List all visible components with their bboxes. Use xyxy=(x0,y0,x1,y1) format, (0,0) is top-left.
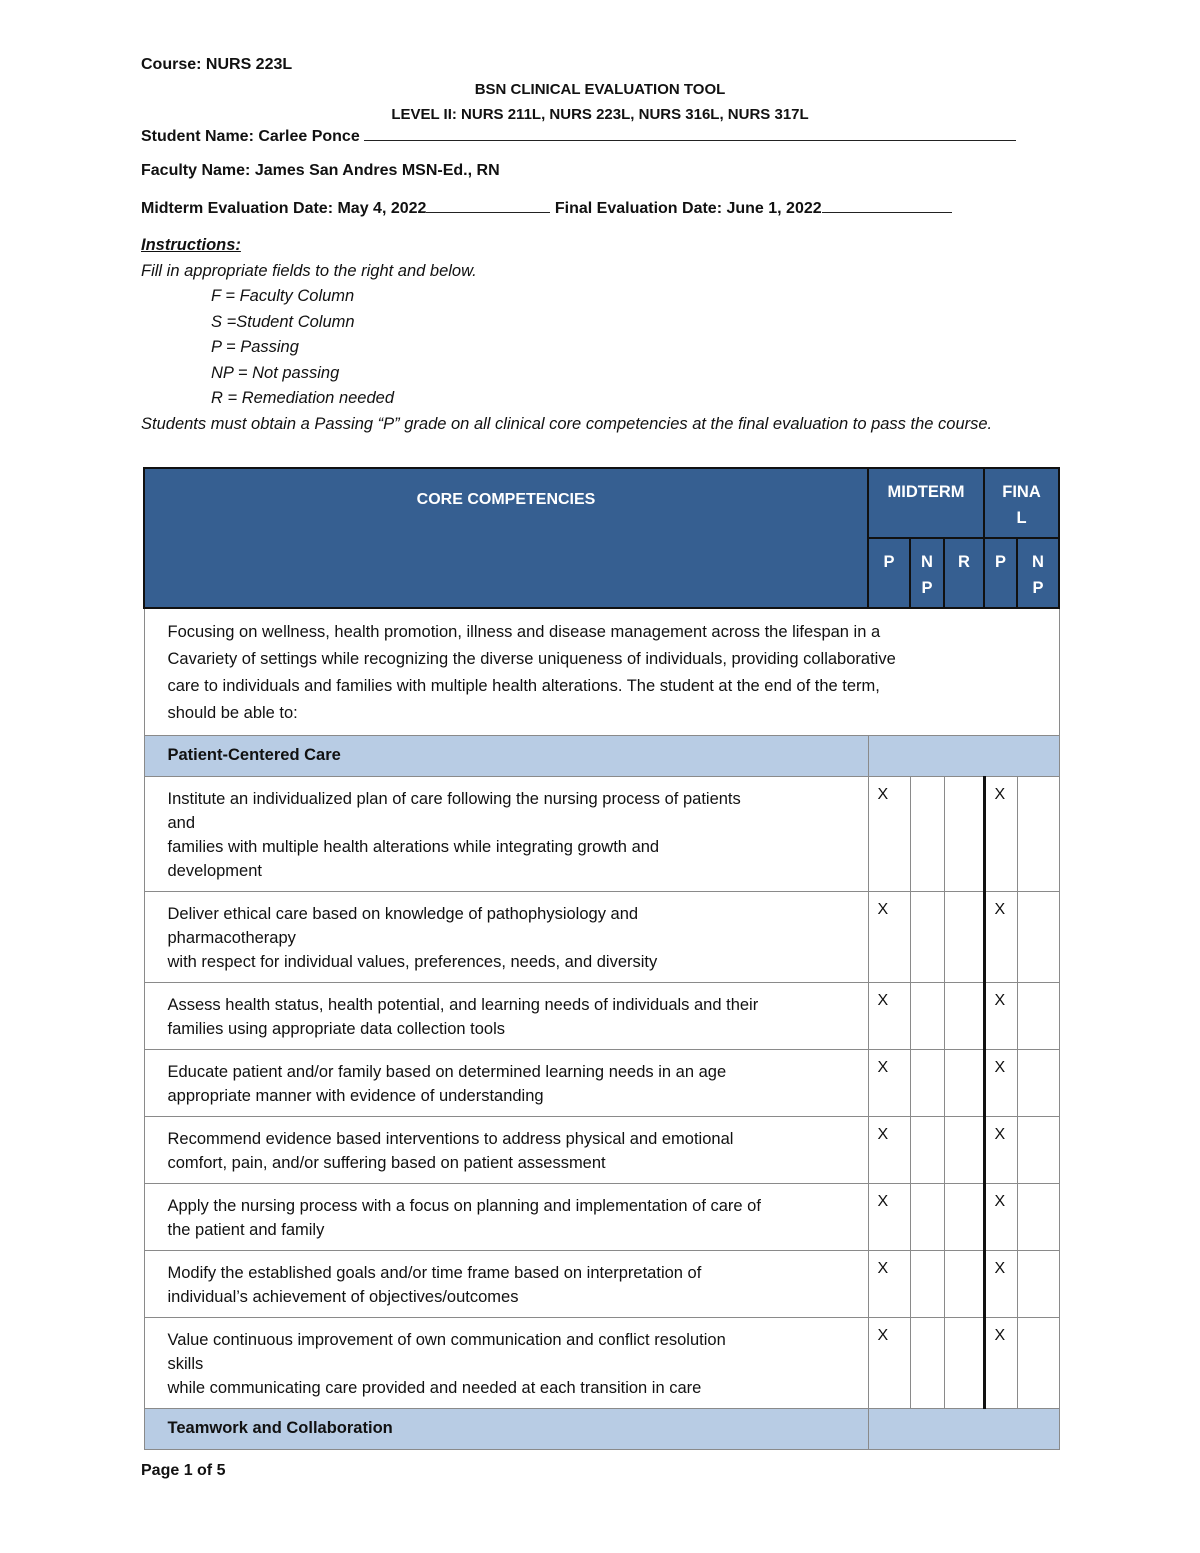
final-pass-cell: X xyxy=(984,983,1017,1050)
final-pass-cell: X xyxy=(984,777,1017,892)
final-not-pass-header: N P xyxy=(1017,538,1059,608)
page-number: Page 1 of 5 xyxy=(141,1462,226,1479)
midterm-not-pass-cell xyxy=(910,892,944,983)
midterm-not-pass-cell xyxy=(910,1117,944,1184)
midterm-pass-cell: X xyxy=(868,983,910,1050)
legend-not-passing: NP = Not passing xyxy=(211,363,340,382)
midterm-remediation-cell xyxy=(944,983,984,1050)
competency-text: Assess health status, health potential, and learning needs of individuals and their families using appropriate data collection tools xyxy=(144,983,868,1050)
final-not-pass-cell xyxy=(1017,1318,1059,1409)
core-competencies-header: CORE COMPETENCIES xyxy=(144,468,868,608)
table-row xyxy=(144,983,1059,1050)
instructions-heading: Instructions: xyxy=(141,236,241,254)
midterm-not-pass-header: N P xyxy=(910,538,944,608)
competency-text: Apply the nursing process with a focus on planning and implementation of care of the patient and family xyxy=(144,1184,868,1251)
final-not-pass-cell xyxy=(1017,1117,1059,1184)
final-pass-cell: X xyxy=(984,1318,1017,1409)
midterm-pass-cell: X xyxy=(868,892,910,983)
final-not-pass-cell xyxy=(1017,777,1059,892)
final-pass-cell: X xyxy=(984,1251,1017,1318)
faculty-name-field: Faculty Name: James San Andres MSN-Ed., RN xyxy=(141,162,500,179)
final-pass-cell: X xyxy=(984,1117,1017,1184)
legend-remediation: R = Remediation needed xyxy=(211,389,394,407)
section-header-blank xyxy=(868,736,1059,777)
final-date-line xyxy=(822,198,952,213)
midterm-not-pass-cell xyxy=(910,1251,944,1318)
table-row xyxy=(144,1184,1059,1251)
table-row xyxy=(144,1318,1059,1409)
document-title: BSN CLINICAL EVALUATION TOOL xyxy=(474,81,726,98)
section-teamwork-collaboration: Teamwork and Collaboration xyxy=(144,1409,868,1450)
legend-faculty: F = Faculty Column xyxy=(211,287,355,305)
competency-table xyxy=(143,467,1060,1450)
midterm-not-pass-cell xyxy=(910,1318,944,1409)
legend-passing: P = Passing xyxy=(211,338,299,356)
final-header xyxy=(984,468,1059,538)
midterm-remediation-cell xyxy=(944,892,984,983)
final-not-pass-cell xyxy=(1017,1050,1059,1117)
midterm-remediation-cell xyxy=(944,1184,984,1251)
competency-intro: Focusing on wellness, health promotion, illness and disease management across the lifespan in a Cavariety of settings while recognizing the diverse uniqueness of individuals, providing collaborative care to individuals and families with multiple health alterations. The student at the end of the term, should be able to: xyxy=(144,608,1059,736)
student-name-field xyxy=(141,126,1016,146)
instructions-line: Fill in appropriate fields to the right and below. xyxy=(141,261,477,280)
midterm-remediation-cell xyxy=(944,777,984,892)
midterm-remediation-cell xyxy=(944,1117,984,1184)
student-name-line xyxy=(364,126,1016,141)
competency-text: Deliver ethical care based on knowledge of pathophysiology and pharmacotherapy with respect for individual values, preferences, needs, and diversity xyxy=(144,892,868,983)
midterm-not-pass-cell xyxy=(910,1050,944,1117)
midterm-pass-cell: X xyxy=(868,1251,910,1318)
midterm-pass-cell: X xyxy=(868,777,910,892)
competency-text: Institute an individualized plan of care following the nursing process of patients and families with multiple health alterations while integrating growth and development xyxy=(144,777,868,892)
table-row xyxy=(144,1050,1059,1117)
midterm-pass-cell: X xyxy=(868,1184,910,1251)
final-not-pass-cell xyxy=(1017,1251,1059,1318)
midterm-not-pass-cell xyxy=(910,983,944,1050)
passing-note: Students must obtain a Passing “P” grade on all clinical core competencies at the final evaluation to pass the course. xyxy=(141,414,993,433)
midterm-remediation-header: R xyxy=(944,538,984,608)
competency-text: Value continuous improvement of own communication and conflict resolution skills while communicating care provided and needed at each transition in care xyxy=(144,1318,868,1409)
final-pass-cell: X xyxy=(984,892,1017,983)
section-header-blank xyxy=(868,1409,1059,1450)
competency-text: Recommend evidence based interventions to address physical and emotional comfort, pain, and/or suffering based on patient assessment xyxy=(144,1117,868,1184)
midterm-header: MIDTERM xyxy=(868,468,984,538)
final-not-pass-cell xyxy=(1017,1184,1059,1251)
competency-text: Educate patient and/or family based on determined learning needs in an age appropriate manner with evidence of understanding xyxy=(144,1050,868,1117)
section-patient-centered-care: Patient-Centered Care xyxy=(144,736,868,777)
midterm-pass-cell: X xyxy=(868,1318,910,1409)
final-date-label: Final Evaluation Date: June 1, 2022 xyxy=(554,200,822,217)
final-pass-header: P xyxy=(984,538,1017,608)
midterm-not-pass-cell xyxy=(910,777,944,892)
final-not-pass-cell xyxy=(1017,892,1059,983)
midterm-pass-header: P xyxy=(868,538,910,608)
final-pass-cell: X xyxy=(984,1184,1017,1251)
legend-student: S =Student Column xyxy=(211,312,355,331)
midterm-date-label: Midterm Evaluation Date: May 4, 2022 xyxy=(141,200,427,217)
midterm-pass-cell: X xyxy=(868,1117,910,1184)
table-row xyxy=(144,1251,1059,1318)
midterm-remediation-cell xyxy=(944,1251,984,1318)
table-row xyxy=(144,777,1059,892)
instructions-block xyxy=(141,233,1061,437)
table-row xyxy=(144,892,1059,983)
final-not-pass-cell xyxy=(1017,983,1059,1050)
level-subtitle: LEVEL II: NURS 211L, NURS 223L, NURS 316L, NURS 317L xyxy=(391,106,809,123)
student-name-label: Student Name: Carlee Ponce xyxy=(141,128,365,145)
midterm-not-pass-cell xyxy=(910,1184,944,1251)
final-pass-cell: X xyxy=(984,1050,1017,1117)
midterm-remediation-cell xyxy=(944,1050,984,1117)
table-row xyxy=(144,1117,1059,1184)
competency-text: Modify the established goals and/or time frame based on interpretation of individual’s achievement of objectives/outcomes xyxy=(144,1251,868,1318)
midterm-pass-cell: X xyxy=(868,1050,910,1117)
evaluation-dates-field xyxy=(141,198,952,218)
final-header-part1: FINA xyxy=(1002,483,1041,501)
midterm-date-line xyxy=(426,198,550,213)
course-label: Course: NURS 223L xyxy=(141,56,293,73)
final-header-part2: L xyxy=(1016,509,1027,527)
midterm-remediation-cell xyxy=(944,1318,984,1409)
